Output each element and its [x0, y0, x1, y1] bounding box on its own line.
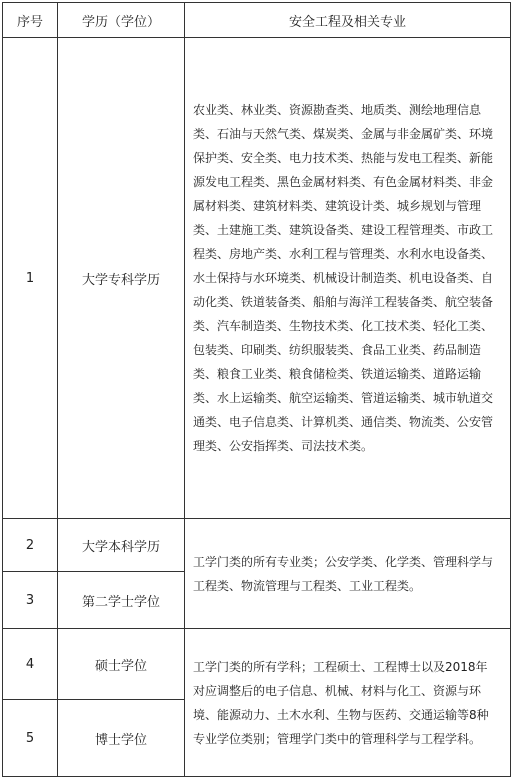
row-index: 4	[3, 629, 58, 700]
row-degree: 博士学位	[58, 700, 185, 777]
table-row	[3, 629, 511, 700]
table-row	[3, 519, 511, 572]
row-majors-graduate: 工学门类的所有学科；工程硕士、工程博士以及2018年对应调整后的电子信息、机械、材料与化工、资源与环境、能源动力、土木水利、生物与医药、交通运输等8种专业学位类别；管理学门类中的管理科学与工程学科。	[185, 629, 511, 777]
header-index: 序号	[3, 3, 58, 38]
row-degree: 硕士学位	[58, 629, 185, 700]
row-degree: 第二学士学位	[58, 572, 185, 629]
row-index: 3	[3, 572, 58, 629]
header-majors: 安全工程及相关专业	[185, 3, 511, 38]
row-degree: 大学本科学历	[58, 519, 185, 572]
row-majors-college: 农业类、林业类、资源勘查类、地质类、测绘地理信息类、石油与天然气类、煤炭类、金属与非金属矿类、环境保护类、安全类、电力技术类、热能与发电工程类、新能源发电工程类、黑色金属材料类、有色金属材料类、非金属材料类、建筑材料类、建筑设计类、城乡规划与管理类、土建施工类、建筑设备类、建设工程管理类、市政工程类、房地产类、水利工程与管理类、水利水电设备类、水土保持与水环境类、机械设计制造类、机电设备类、自动化类、铁道装备类、船舶与海洋工程装备类、航空装备类、汽车制造类、生物技术类、化工技术类、轻化工类、包装类、印刷类、纺织服装类、食品工业类、药品制造类、粮食工业类、粮食储检类、铁道运输类、道路运输类、水上运输类、航空运输类、管道运输类、城市轨道交通类、电子信息类、计算机类、通信类、物流类、公安管理类、公安指挥类、司法技术类。	[185, 38, 511, 519]
row-index: 1	[3, 38, 58, 519]
row-index: 5	[3, 700, 58, 777]
row-majors-bachelor: 工学门类的所有专业类；公安学类、化学类、管理科学与工程类、物流管理与工程类、工业工程类。	[185, 519, 511, 629]
majors-table	[2, 2, 511, 777]
row-index: 2	[3, 519, 58, 572]
header-degree: 学历（学位）	[58, 3, 185, 38]
header-row	[3, 3, 511, 38]
row-degree: 大学专科学历	[58, 38, 185, 519]
table-row	[3, 38, 511, 519]
